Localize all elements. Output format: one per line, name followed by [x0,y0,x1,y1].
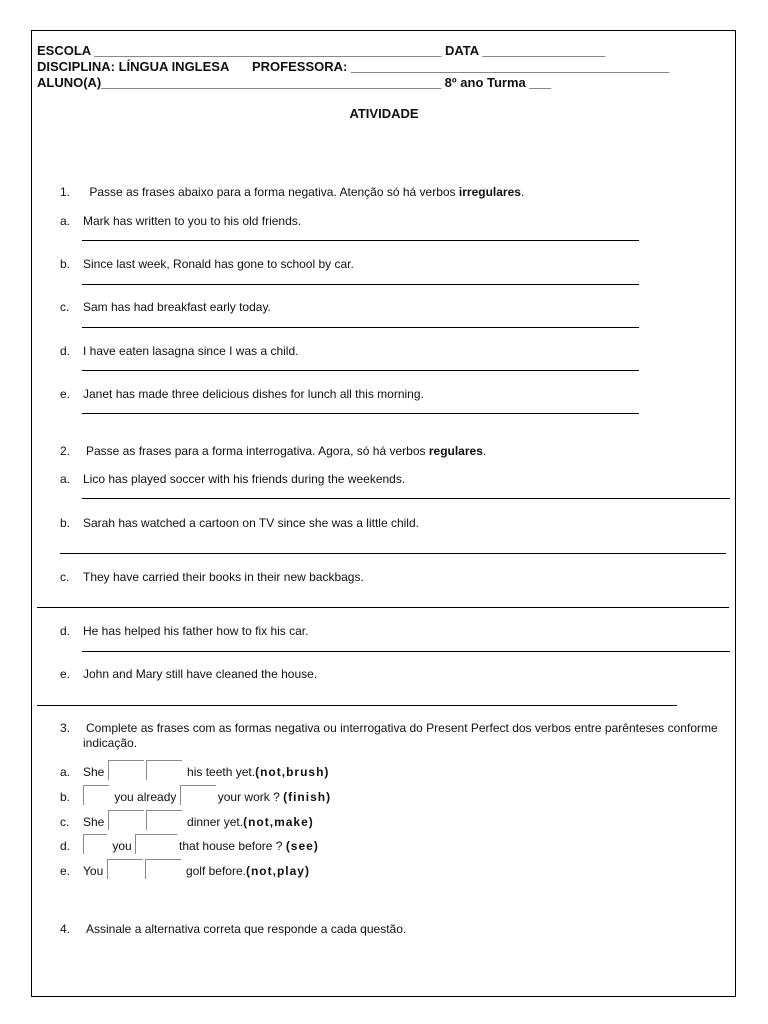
verb-hint: (finish) [283,790,332,804]
item-text: Janet has made three delicious dishes for lunch all this morning. [83,387,424,401]
q2-item-a [60,472,405,486]
verb-hint: (not,make) [243,815,314,829]
item-pre: You [83,864,104,878]
question-end: . [520,185,525,199]
answer-line-1d[interactable] [82,370,639,371]
item-letter: d. [60,839,71,853]
item-post: your work ? [217,790,280,804]
fill-box[interactable] [108,810,144,830]
item-mid: you already [114,790,177,804]
answer-line-2b[interactable] [60,553,726,554]
fill-box[interactable] [146,810,182,830]
question-text: Passe as frases para a forma interrogativa. Agora, só há verbos [86,444,429,458]
header-discipline: DISCIPLINA: LÍNGUA INGLESA [37,59,230,74]
q1-item-a [60,214,301,228]
q1-item-e [60,387,424,401]
item-pre: She [83,815,105,829]
q3-item-a [60,760,329,780]
question-number: 4. [60,922,71,936]
q2-item-e [60,667,317,681]
answer-line-2e[interactable] [37,705,677,706]
item-letter: e. [60,864,71,878]
item-pre: She [83,765,105,779]
q2-item-b [60,516,419,530]
q1-item-b [60,257,354,271]
fill-box[interactable] [145,859,181,879]
question-text: Passe as frases abaixo para a forma negativa. Atenção só há verbos [86,185,459,199]
item-letter: b. [60,790,71,804]
answer-line-2d[interactable] [82,651,730,652]
question-number: 1. [60,185,71,199]
answer-line-2c[interactable] [37,607,729,608]
item-text: Sam has had breakfast early today. [83,300,271,314]
verb-hint: (not,play) [245,864,310,878]
q2-item-d [60,624,308,638]
item-post: that house before ? [179,839,283,853]
q1-item-c [60,300,271,314]
question-4-prompt [60,922,406,936]
question-3-prompt-cont: indicação. [83,736,138,750]
question-end: . [482,444,487,458]
item-text: Mark has written to you to his old friends. [83,214,302,228]
question-2-prompt [60,444,486,458]
item-letter: a. [60,765,71,779]
item-letter: a. [60,472,71,486]
item-text: Lico has played soccer with his friends during the weekends. [83,472,406,486]
item-letter: e. [60,387,71,401]
item-letter: b. [60,257,71,271]
item-letter: c. [60,300,70,314]
answer-line-1a[interactable] [82,240,639,241]
question-bold: irregulares [458,185,521,199]
verb-hint: (not,brush) [255,765,330,779]
item-mid: you [112,839,132,853]
fill-box[interactable] [83,834,107,854]
q3-item-d [60,834,319,854]
verb-hint: (see) [285,839,319,853]
answer-line-1b[interactable] [82,284,639,285]
q3-item-c [60,810,314,830]
fill-box[interactable] [108,760,144,780]
q1-item-d [60,344,298,358]
question-text: Complete as frases com as formas negativa ou interrogativa do Present Perfect dos verbos entre parênteses conforme [86,721,718,735]
item-letter: a. [60,214,71,228]
item-post: dinner yet. [187,815,244,829]
page-title: ATIVIDADE [349,106,419,121]
answer-line-1c[interactable] [82,327,639,328]
header-student: ALUNO(A)_______________________________________________ 8º ano Turma ___ [37,75,552,90]
question-number: 2. [60,444,71,458]
item-text: John and Mary still have cleaned the house. [83,667,318,681]
item-letter: d. [60,624,71,638]
item-letter: b. [60,516,71,530]
item-text: They have carried their books in their new backbags. [83,570,364,584]
question-3-prompt [60,721,718,735]
item-text: He has helped his father how to fix his car. [83,624,309,638]
item-post: golf before. [185,864,246,878]
item-letter: c. [60,570,70,584]
question-text: Assinale a alternativa correta que responde a cada questão. [86,922,407,936]
fill-box[interactable] [107,859,143,879]
item-letter: c. [60,815,70,829]
fill-box[interactable] [135,834,177,854]
item-text: Since last week, Ronald has gone to school by car. [83,257,354,271]
question-bold: regulares [428,444,483,458]
q2-item-c [60,570,364,584]
answer-line-1e[interactable] [82,413,639,414]
fill-box[interactable] [180,785,216,805]
item-post: his teeth yet. [187,765,256,779]
q3-item-e [60,859,310,879]
item-letter: d. [60,344,71,358]
question-1-prompt [60,185,524,199]
item-text: I have eaten lasagna since I was a child. [83,344,299,358]
header-school-date: ESCOLA ________________________________________________ DATA _________________ [37,43,606,58]
answer-line-2a[interactable] [82,498,730,499]
fill-box[interactable] [146,760,182,780]
q3-item-b [60,785,331,805]
item-text: Sarah has watched a cartoon on TV since she was a little child. [83,516,419,530]
question-number: 3. [60,721,71,735]
item-letter: e. [60,667,71,681]
fill-box[interactable] [83,785,109,805]
header-teacher: PROFESSORA: ____________________________________________ [252,59,670,74]
